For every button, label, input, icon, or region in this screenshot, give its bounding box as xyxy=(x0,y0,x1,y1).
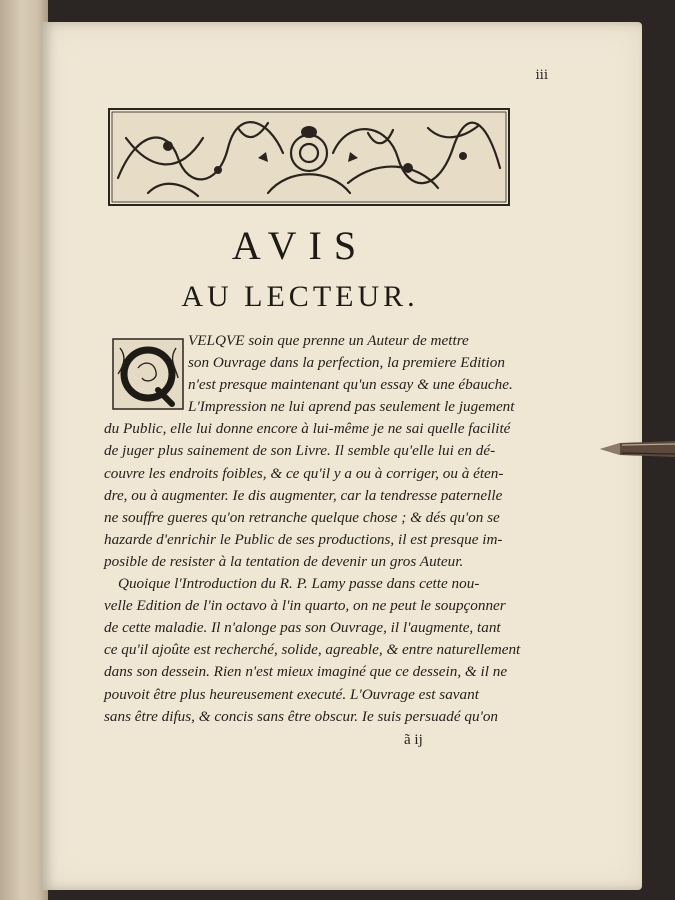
text-line: pouvoit être plus heureusement executé. L'Ouvrage est savant xyxy=(104,685,479,703)
text-line: dans son dessein. Rien n'est mieux imaginé que ce dessein, & il ne xyxy=(104,663,508,681)
text-line: ne souffre gueres qu'on retranche quelque chose ; & dés qu'on se xyxy=(104,508,500,526)
text-line: L'Impression ne lui aprend pas seulement le jugement xyxy=(188,398,515,416)
text-line: couvre les endroits foibles, & ce qu'il y a ou à corriger, ou à éten- xyxy=(104,464,504,482)
text-line: VELQVE soin que prenne un Auteur de mettre xyxy=(188,332,469,349)
heading-title: AVIS xyxy=(231,223,369,268)
text-line: de juger plus sainement de son Livre. Il semble qu'elle lui en dé- xyxy=(104,442,496,460)
text-line: velle Edition de l'in octavo à l'in quarto, on ne peut le soupçonner xyxy=(104,597,506,615)
text-line: hazarde d'enrichir le Public de ses productions, il est presque im- xyxy=(104,530,503,548)
text-line: dre, ou à augmenter. Ie dis augmenter, car la tendresse paternelle xyxy=(104,486,503,504)
text-line: son Ouvrage dans la perfection, la premiere Edition xyxy=(188,354,505,372)
signature-mark: ã ij xyxy=(404,732,423,748)
body-text xyxy=(104,330,521,728)
text-line: du Public, elle lui donne encore à lui-même je ne sai quelle facilité xyxy=(104,420,511,438)
pen-nib-pointer xyxy=(600,434,675,464)
heading-subtitle: AU LECTEUR. xyxy=(181,280,419,313)
page-number: iii xyxy=(535,68,548,83)
text-line: n'est presque maintenant qu'un essay & une ébauche. xyxy=(188,376,513,394)
text-line: ce qu'il ajoûte est recherché, solide, agreable, & entre naturellement xyxy=(104,641,521,659)
book-spine-left xyxy=(0,0,48,900)
headpiece-ornament xyxy=(108,108,510,206)
text-line: sans être difus, & concis sans être obscur. Ie suis persuadé qu'on xyxy=(104,707,499,725)
text-line: de cette maladie. Il n'alonge pas son Ouvrage, il l'augmente, tant xyxy=(104,619,501,637)
text-line: posible de resister à la tentation de devenir un gros Auteur. xyxy=(104,552,464,570)
text-line: Quoique l'Introduction du R. P. Lamy passe dans cette nou- xyxy=(118,575,480,593)
